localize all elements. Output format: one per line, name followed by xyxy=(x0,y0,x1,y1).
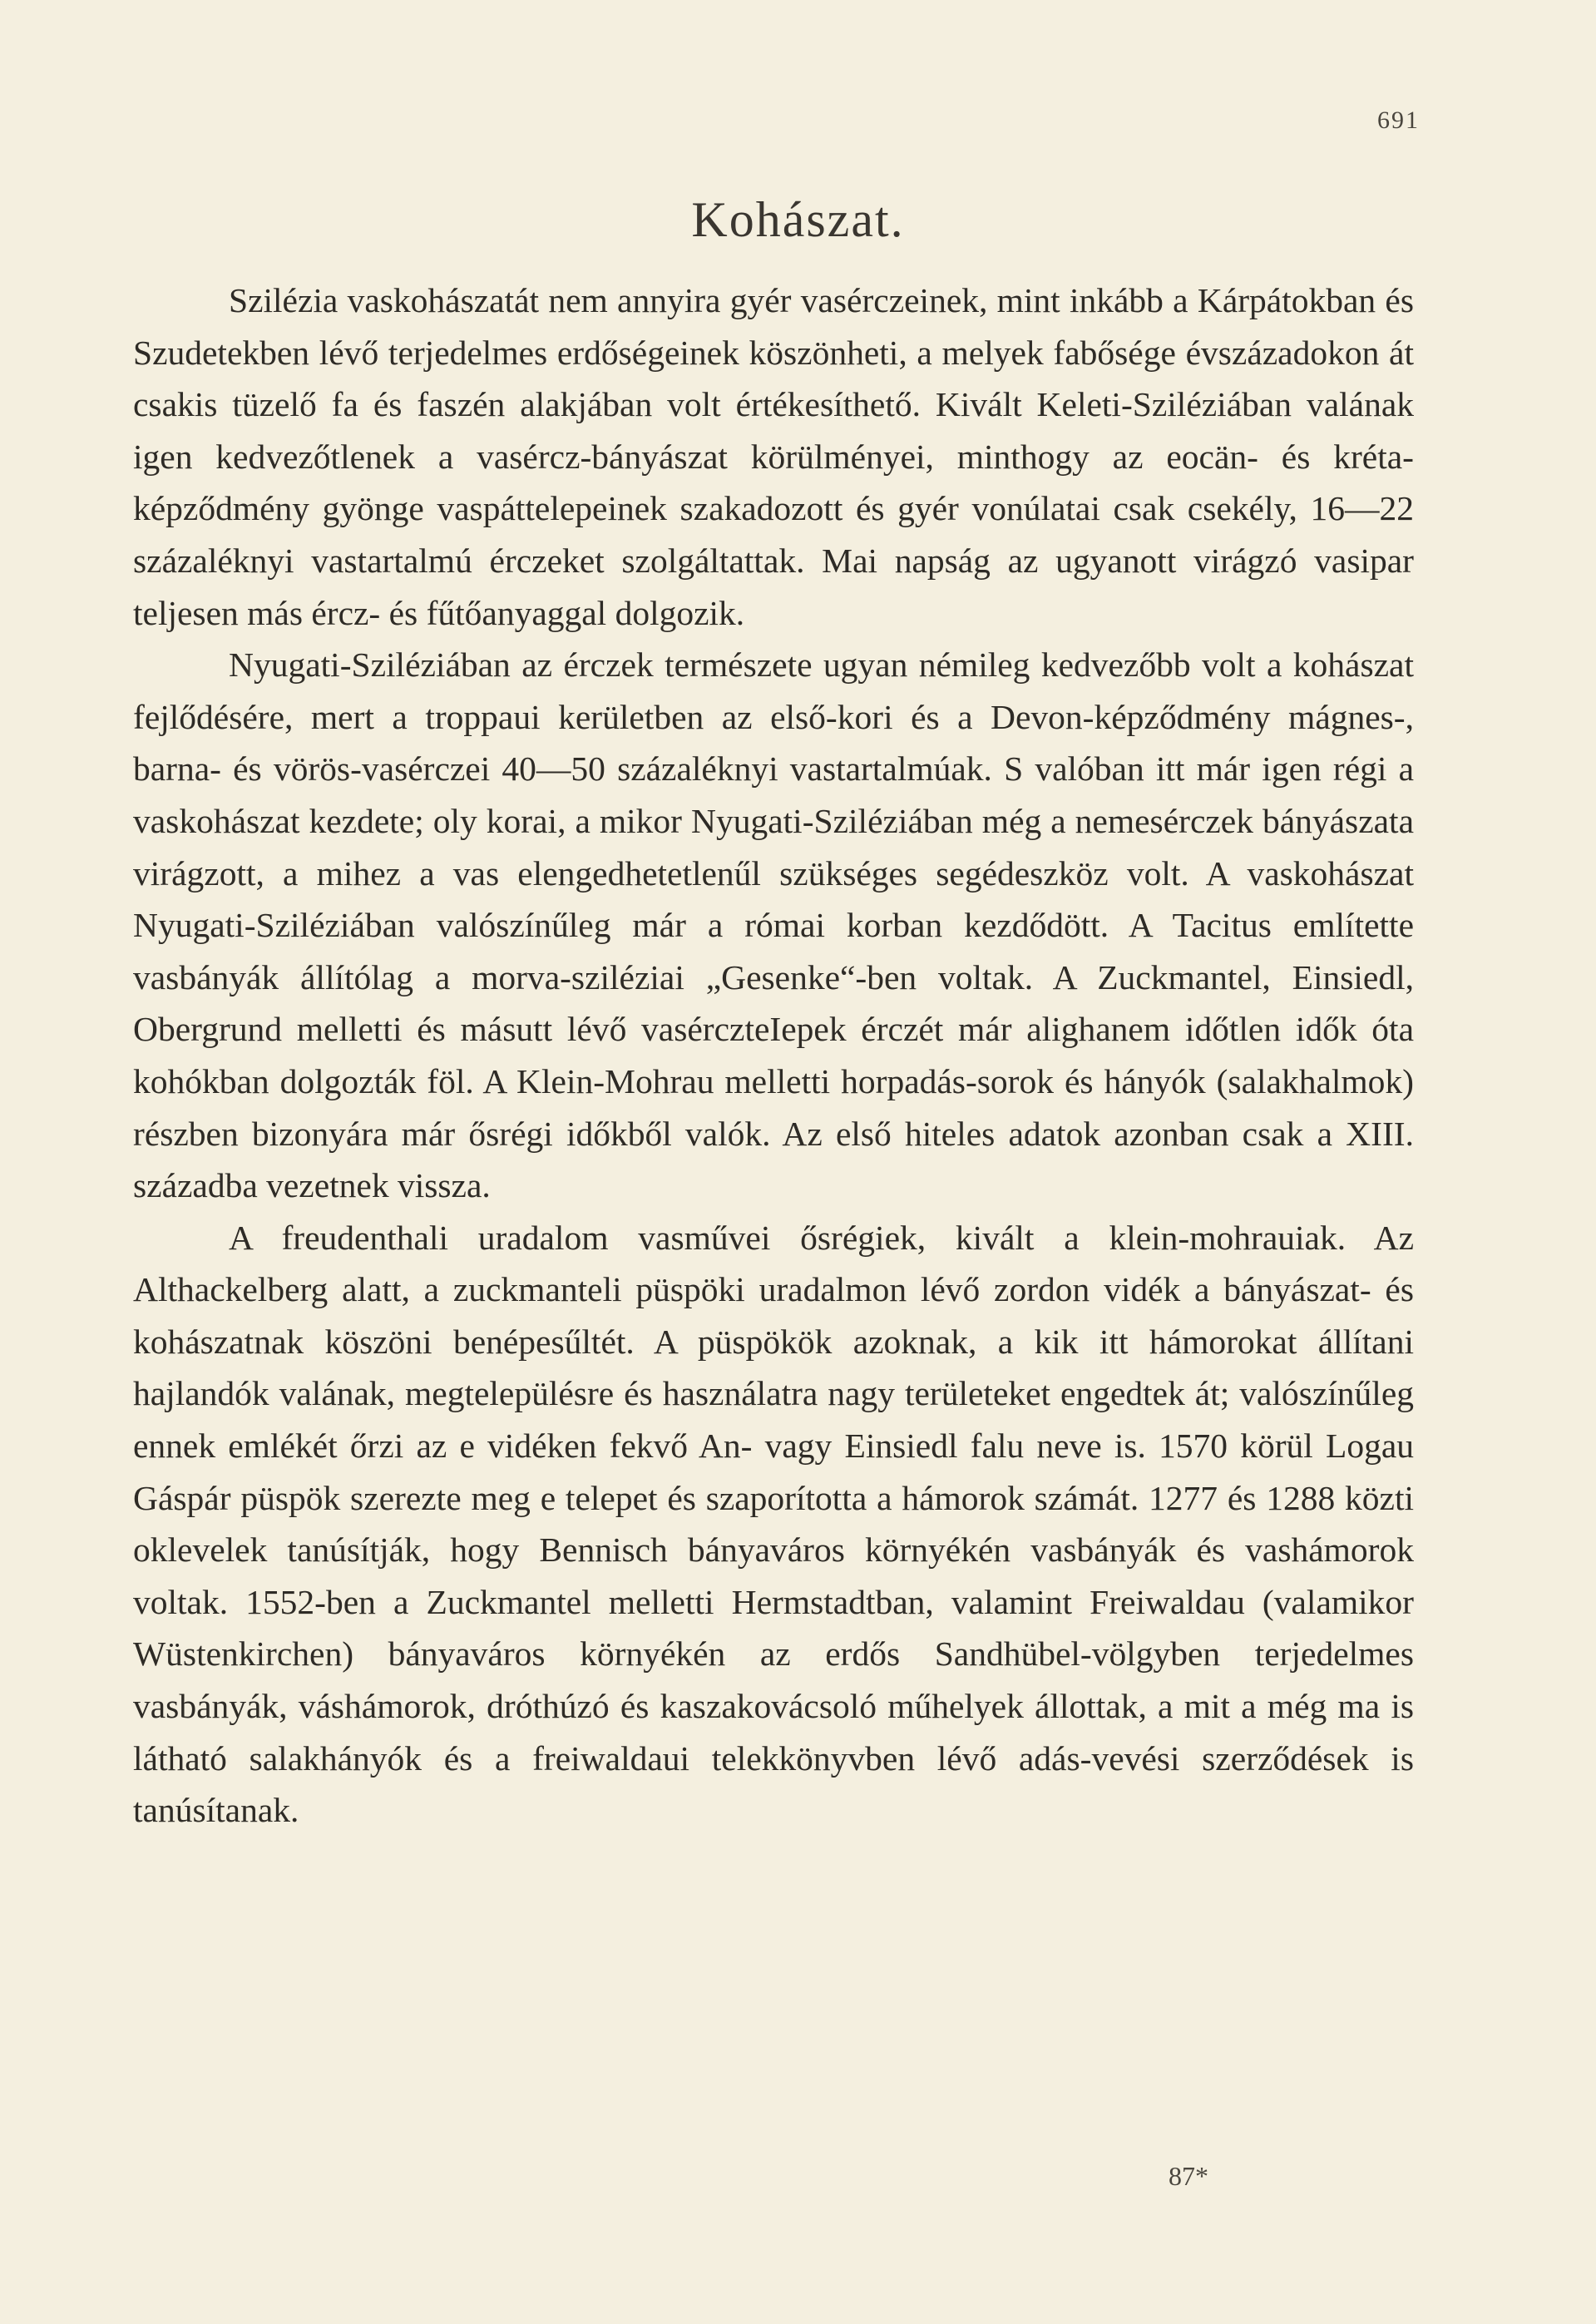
signature-mark: 87* xyxy=(1169,2161,1208,2191)
paragraph: A freudenthali uradalom vasművei ősrégiek, kivált a klein-mohrauiak. Az Althackelberg alatt, a zuckmanteli püspöki uradalmon lévő zordon vidék a bányászat- és kohászatnak köszöni benépesűltét. A püspökök azoknak, a kik itt hámorokat állítani hajlandók valának, megtelepülésre és használatra nagy területeket engedtek át; valószínűleg ennek emlékét őrzi az e vidéken fekvő An- vagy Einsiedl falu neve is. 1570 körül Logau Gáspár püspök szerezte meg e telepet és szaporította a hámorok számát. 1277 és 1288 közti oklevelek tanúsítják, hogy Bennisch bányaváros környékén vasbányák és vashámorok voltak. 1552-ben a Zuckmantel melletti Hermstadtban, valamint Freiwaldau (valamikor Wüstenkirchen) bányaváros környékén az erdős Sandhübel-völgyben terjedelmes vasbányák, váshámorok, dróthúzó és kaszakovácsoló műhelyek állottak, a mit a még ma is látható salakhányók és a freiwaldaui telekkönyvben lévő adás-vevési szerződések is tanúsítanak. xyxy=(133,1218,1414,1830)
page-number: 691 xyxy=(1377,106,1420,134)
paragraph: Nyugati-Sziléziában az érczek természete ugyan némileg kedvezőbb volt a kohászat fejlődésére, mert a troppaui kerületben az első-kori és a Devon-képződmény mágnes-, barna- és vörös-vasérczei 40—50 százaléknyi vastartalmúak. S valóban itt már igen régi a vaskohászat kezdete; oly korai, a mikor Nyugati-Sziléziában még a nemesérczek bányászata virágzott, a mihez a vas elengedhetetlenűl szükséges segédeszköz volt. A vaskohászat Nyugati-Sziléziában valószínűleg már a római korban kezdődött. A Tacitus említette vasbányák állítólag a morva-sziléziai „Gesenke“-ben voltak. A Zuckmantel, Einsiedl, Obergrund melletti és másutt lévő vasérczteIepek érczét már alighanem időtlen idők óta kohókban dolgozták föl. A Klein-Mohrau melletti horpadás-sorok és hányók (salakhalmok) részben bizonyára már ősrégi időkből valók. Az első hiteles adatok azonban csak a XIII. századba vezetnek vissza. xyxy=(133,645,1414,1205)
body-text xyxy=(133,274,1414,1837)
chapter-title: Kohászat. xyxy=(691,192,905,247)
paragraph: Szilézia vaskohászatát nem annyira gyér vasérczeinek, mint inkább a Kárpátokban és Szudetekben lévő terjedelmes erdőségeinek köszönheti, a melyek fabősége évszázadokon át csakis tüzelő fa és faszén alakjában volt értékesíthető. Kivált Keleti-Sziléziában valának igen kedvezőtlenek a vasércz-bányászat körülményei, minthogy az eocän- és kréta-képződmény gyönge vaspáttelepeinek szakadozott és gyér vonúlatai csak csekély, 16—22 százaléknyi vastartalmú érczeket szolgáltattak. Mai napság az ugyanott virágzó vasipar teljesen más ércz- és fűtőanyaggal dolgozik. xyxy=(133,281,1414,632)
